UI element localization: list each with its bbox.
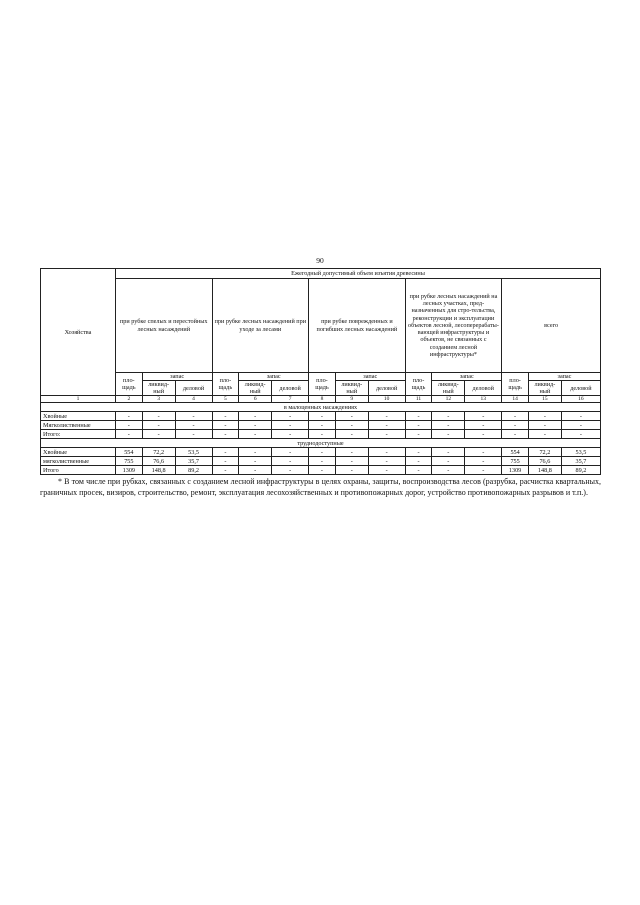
table-cell: - [335, 421, 368, 430]
column-number: 4 [175, 396, 212, 403]
page-number: 90 [316, 256, 324, 265]
table-cell: - [239, 430, 272, 439]
group-header-infrastructure: при рубке лесных насаждений на лесных участках, пред-назначенных для стро-тельства, реконструкции и эксплуатации объектов лесной, лесоперерабаты-вающей инфраструктуры и объектов, не связанных с созданием лесной инфраструктуры* [405, 279, 502, 373]
liquid-header: ликвид-ный [432, 381, 465, 396]
table-cell: - [432, 448, 465, 457]
table-cell: - [272, 430, 309, 439]
row-name: Хвойные [41, 412, 116, 421]
column-number-row [41, 396, 601, 403]
table-cell: - [432, 412, 465, 421]
table-row [41, 466, 601, 475]
table-cell: - [309, 448, 336, 457]
table-cell: - [239, 457, 272, 466]
column-number: 2 [115, 396, 142, 403]
table-cell: - [405, 448, 432, 457]
column-number: 13 [465, 396, 502, 403]
table-cell: - [502, 412, 529, 421]
table-cell: - [212, 430, 239, 439]
table-cell: - [212, 421, 239, 430]
table-cell: - [465, 430, 502, 439]
commercial-header: деловой [175, 381, 212, 396]
column-number: 9 [335, 396, 368, 403]
row-name: Хвойные [41, 448, 116, 457]
table-cell: 76,6 [528, 457, 561, 466]
table-cell: - [272, 412, 309, 421]
table-cell: - [368, 412, 405, 421]
table-cell: 35,7 [175, 457, 212, 466]
table-row [41, 457, 601, 466]
table-cell: 148,8 [142, 466, 175, 475]
table-cell: 554 [502, 448, 529, 457]
column-number: 12 [432, 396, 465, 403]
section-title: труднодоступные [41, 439, 601, 448]
table-cell: - [212, 412, 239, 421]
section-header-row [41, 439, 601, 448]
table-cell: - [368, 466, 405, 475]
table-cell: - [502, 430, 529, 439]
column-number: 16 [561, 396, 600, 403]
row-name: мягколиственные [41, 457, 116, 466]
table-cell: - [309, 466, 336, 475]
table-cell: - [432, 457, 465, 466]
table-cell: - [432, 466, 465, 475]
stock-header: запас [528, 373, 600, 381]
table-cell: 1309 [115, 466, 142, 475]
table-cell: - [142, 430, 175, 439]
section-title: в малоценных насаждениях [41, 403, 601, 412]
column-number: 11 [405, 396, 432, 403]
table-cell: - [239, 466, 272, 475]
column-number: 6 [239, 396, 272, 403]
area-header: пло-щадь [309, 373, 336, 396]
stock-header: запас [239, 373, 309, 381]
column-number: 3 [142, 396, 175, 403]
table-cell: - [502, 421, 529, 430]
table-cell: - [309, 421, 336, 430]
footnote: * В том числе при рубках, связанных с созданием лесной инфраструктуры в целях охраны, защиты, воспроизводства лесов (разрубка, расчистка квартальных, граничных просек, визиров, строительство, ремонт, эксплуатация лесохозяйственных и противопожарных дорог, устройство противопожарных разрывов и т.п.). [40, 477, 601, 497]
table-cell: - [335, 448, 368, 457]
area-header: пло-щадь [212, 373, 239, 396]
table-cell: - [405, 430, 432, 439]
commercial-header: деловой [272, 381, 309, 396]
table-cell: - [405, 466, 432, 475]
table-cell: - [239, 448, 272, 457]
table-cell: - [175, 412, 212, 421]
table-cell: - [212, 448, 239, 457]
stock-header: запас [142, 373, 212, 381]
table-cell: - [368, 430, 405, 439]
table-cell: 755 [502, 457, 529, 466]
column-number: 8 [309, 396, 336, 403]
table-cell: - [309, 457, 336, 466]
table-cell: 755 [115, 457, 142, 466]
column-number: 10 [368, 396, 405, 403]
table-cell: - [335, 412, 368, 421]
row-label-header: Хозяйства [41, 269, 116, 396]
column-number: 5 [212, 396, 239, 403]
table-cell: 148,8 [528, 466, 561, 475]
stock-header: запас [335, 373, 405, 381]
table-cell: 89,2 [561, 466, 600, 475]
table-cell: - [368, 421, 405, 430]
area-header: пло-щадь [502, 373, 529, 396]
table-cell: - [272, 466, 309, 475]
section-header-row [41, 403, 601, 412]
commercial-header: деловой [368, 381, 405, 396]
table-cell: 35,7 [561, 457, 600, 466]
table-cell: - [528, 421, 561, 430]
table-cell: - [465, 448, 502, 457]
table-cell: - [212, 466, 239, 475]
table-cell: - [335, 457, 368, 466]
row-name: Итого [41, 466, 116, 475]
group-header-mature: при рубке спелых и перестойных лесных насаждений [115, 279, 212, 373]
table-cell: - [432, 430, 465, 439]
column-number: 1 [41, 396, 116, 403]
table-cell: - [405, 421, 432, 430]
table-cell: - [142, 421, 175, 430]
table-cell: - [368, 448, 405, 457]
table-cell: - [528, 412, 561, 421]
table-cell: - [465, 457, 502, 466]
group-header-total: всего [502, 279, 601, 373]
table-cell: - [528, 430, 561, 439]
area-header: пло-щадь [115, 373, 142, 396]
column-number: 15 [528, 396, 561, 403]
group-header-thinning: при рубке лесных насаждений при уходе за лесами [212, 279, 309, 373]
table-cell: - [309, 430, 336, 439]
table-cell: - [115, 412, 142, 421]
liquid-header: ликвид-ный [142, 381, 175, 396]
table-cell: - [272, 457, 309, 466]
column-number: 14 [502, 396, 529, 403]
table-cell: - [309, 412, 336, 421]
table-cell: 554 [115, 448, 142, 457]
table-cell: 72,2 [142, 448, 175, 457]
table-cell: - [561, 412, 600, 421]
table-row [41, 448, 601, 457]
table-cell: - [405, 412, 432, 421]
table-cell: - [561, 430, 600, 439]
group-header-damaged: при рубке поврежденных и погибших лесных насаждений [309, 279, 406, 373]
table-cell: - [175, 421, 212, 430]
table-cell: - [335, 466, 368, 475]
table-cell: - [432, 421, 465, 430]
table-cell: 1309 [502, 466, 529, 475]
area-header: пло-щадь [405, 373, 432, 396]
column-number: 7 [272, 396, 309, 403]
table-body [41, 403, 601, 475]
table-cell: 53,5 [561, 448, 600, 457]
stock-header: запас [432, 373, 502, 381]
table-cell: - [239, 412, 272, 421]
table-cell: - [239, 421, 272, 430]
liquid-header: ликвид-ный [239, 381, 272, 396]
table-cell: - [175, 430, 212, 439]
table-cell: 76,6 [142, 457, 175, 466]
table-cell: 89,2 [175, 466, 212, 475]
table-cell: - [405, 457, 432, 466]
table-cell: - [272, 448, 309, 457]
row-name: Итого: [41, 430, 116, 439]
table-cell: - [142, 412, 175, 421]
table-cell: - [465, 412, 502, 421]
table-row [41, 412, 601, 421]
table-row [41, 421, 601, 430]
table-cell: 72,2 [528, 448, 561, 457]
row-name: Мягколиственные [41, 421, 116, 430]
liquid-header: ликвид-ный [335, 381, 368, 396]
liquid-header: ликвид-ный [528, 381, 561, 396]
table-cell: - [115, 430, 142, 439]
table-cell: - [115, 421, 142, 430]
commercial-header: деловой [561, 381, 600, 396]
super-header: Ежегодный допустимый объем изъятия древесины [115, 269, 600, 279]
table-cell: - [465, 421, 502, 430]
table-cell: - [561, 421, 600, 430]
commercial-header: деловой [465, 381, 502, 396]
table-cell: - [368, 457, 405, 466]
table-row [41, 430, 601, 439]
table-cell: - [465, 466, 502, 475]
table-cell: 53,5 [175, 448, 212, 457]
table-cell: - [272, 421, 309, 430]
table-cell: - [335, 430, 368, 439]
table-cell: - [212, 457, 239, 466]
timber-harvest-table [40, 268, 601, 475]
